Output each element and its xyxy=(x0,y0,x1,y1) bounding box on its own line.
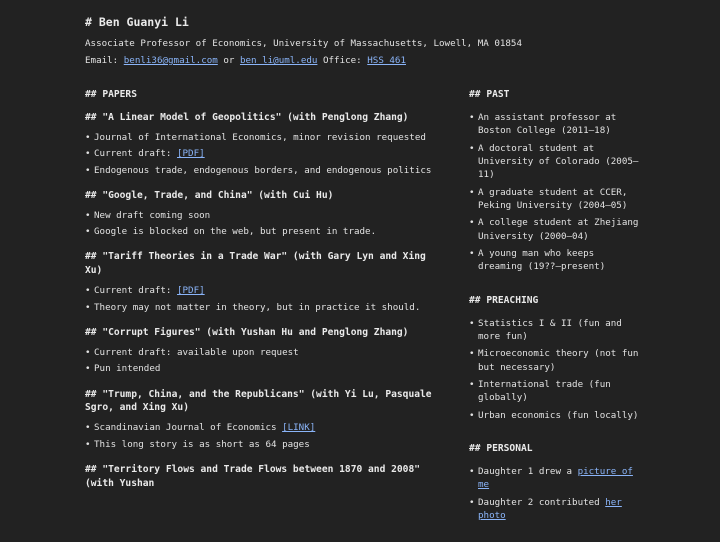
bullet-text: This long story is as short as 64 pages xyxy=(94,438,310,450)
bullet-text: Current draft: xyxy=(94,148,177,160)
or-text: or xyxy=(223,55,235,67)
bullet-text: Journal of International Economics, minor revision requested xyxy=(94,131,426,143)
paper-bullets xyxy=(85,209,447,239)
preaching-list xyxy=(469,317,639,422)
personal-list xyxy=(469,465,639,522)
paper-bullets xyxy=(85,421,447,451)
list-item xyxy=(94,209,447,222)
past-section xyxy=(469,88,639,274)
contact-line xyxy=(85,54,522,67)
paper-title: ## "Territory Flows and Trade Flows between 1870 and 2008" (with Yushan xyxy=(85,464,421,489)
list-item: • A young man who keeps dreaming (19??–present) xyxy=(478,247,639,274)
paper-title: ## "Corrupt Figures" (with Yushan Hu and Penglong Zhang) xyxy=(85,326,409,338)
bullet-text: Daughter 2 contributed xyxy=(478,496,606,508)
list-item: • Microeconomic theory (not fun but necessary) xyxy=(478,347,639,374)
list-item xyxy=(94,362,447,375)
paper-item xyxy=(85,111,447,177)
list-item xyxy=(94,301,447,314)
paper-bullets xyxy=(85,346,447,376)
journal-link[interactable]: [LINK] xyxy=(282,422,316,434)
bullet-text: Current draft: available upon request xyxy=(94,346,299,358)
past-list xyxy=(469,111,639,274)
office-link[interactable]: HSS 461 xyxy=(367,55,406,67)
paper-title: ## "Trump, China, and the Republicans" (with Yi Lu, Pasquale Sgro, and Xing Xu) xyxy=(85,388,432,414)
list-item xyxy=(94,438,447,451)
paper-title: ## "Tariff Theories in a Trade War" (with Gary Lyn and Xing Xu) xyxy=(85,251,426,277)
photo-link[interactable]: her photo xyxy=(478,496,622,521)
bullet-text: Google is blocked on the web, but present in trade. xyxy=(94,226,377,238)
paper-item xyxy=(85,463,447,491)
paper-item xyxy=(85,388,447,452)
list-item xyxy=(94,225,447,238)
bullet-text: Current draft: xyxy=(94,285,177,297)
email-link-gmail[interactable]: benli36@gmail.com xyxy=(123,55,218,67)
papers-heading: ## PAPERS xyxy=(85,89,137,100)
affiliation: Associate Professor of Economics, University of Massachusetts, Lowell, MA 01854 xyxy=(85,37,522,49)
bullet-text: Endogenous trade, endogenous borders, and endogenous politics xyxy=(94,164,432,176)
preaching-section xyxy=(469,294,639,422)
preaching-heading: ## PREACHING xyxy=(469,294,539,306)
bullet-text: New draft coming soon xyxy=(94,209,211,221)
list-item xyxy=(94,346,447,359)
bullet-text: Daughter 1 drew a xyxy=(478,465,578,477)
list-item xyxy=(478,496,639,523)
bullet-text: Scandinavian Journal of Economics xyxy=(94,422,283,434)
list-item: • Statistics I & II (fun and more fun) xyxy=(478,317,639,344)
pdf-link[interactable]: [PDF] xyxy=(176,285,205,297)
paper-title: ## "A Linear Model of Geopolitics" (with Penglong Zhang) xyxy=(85,111,409,123)
list-item: • An assistant professor at Boston College (2011–18) xyxy=(478,111,639,138)
paper-title: ## "Google, Trade, and China" (with Cui Hu) xyxy=(85,189,334,201)
office-label: Office: xyxy=(322,55,362,67)
paper-bullets xyxy=(85,131,447,177)
personal-section xyxy=(469,442,639,522)
list-item xyxy=(94,421,447,434)
paper-item xyxy=(85,250,447,314)
list-item xyxy=(94,147,447,160)
personal-heading: ## PERSONAL xyxy=(469,443,533,454)
paper-bullets xyxy=(85,284,447,314)
papers-column xyxy=(85,88,447,497)
email-label: Email: xyxy=(85,55,119,67)
list-item: • Urban economics (fun locally) xyxy=(478,409,639,422)
list-item xyxy=(94,284,447,297)
sidebar-column xyxy=(469,88,639,542)
list-item xyxy=(94,164,447,177)
pdf-link[interactable]: [PDF] xyxy=(176,148,205,160)
list-item: • A college student at Zhejiang University (2000–04) xyxy=(478,216,639,243)
paper-item xyxy=(85,326,447,376)
list-item xyxy=(94,131,447,144)
list-item: • International trade (fun globally) xyxy=(478,378,639,405)
picture-link[interactable]: picture of me xyxy=(478,465,633,491)
past-heading: ## PAST xyxy=(469,89,510,100)
bullet-text: Pun intended xyxy=(94,363,161,375)
list-item: • A graduate student at CCER, Peking University (2004–05) xyxy=(478,186,639,213)
email-link-uml[interactable]: ben_li@uml.edu xyxy=(239,55,318,67)
bullet-text: Theory may not matter in theory, but in practice it should. xyxy=(94,301,421,313)
list-item: • A doctoral student at University of Colorado (2005–11) xyxy=(478,142,639,182)
page-title: # Ben Guanyi Li xyxy=(85,15,189,29)
list-item xyxy=(478,465,639,492)
header xyxy=(85,14,522,71)
paper-item xyxy=(85,189,447,239)
